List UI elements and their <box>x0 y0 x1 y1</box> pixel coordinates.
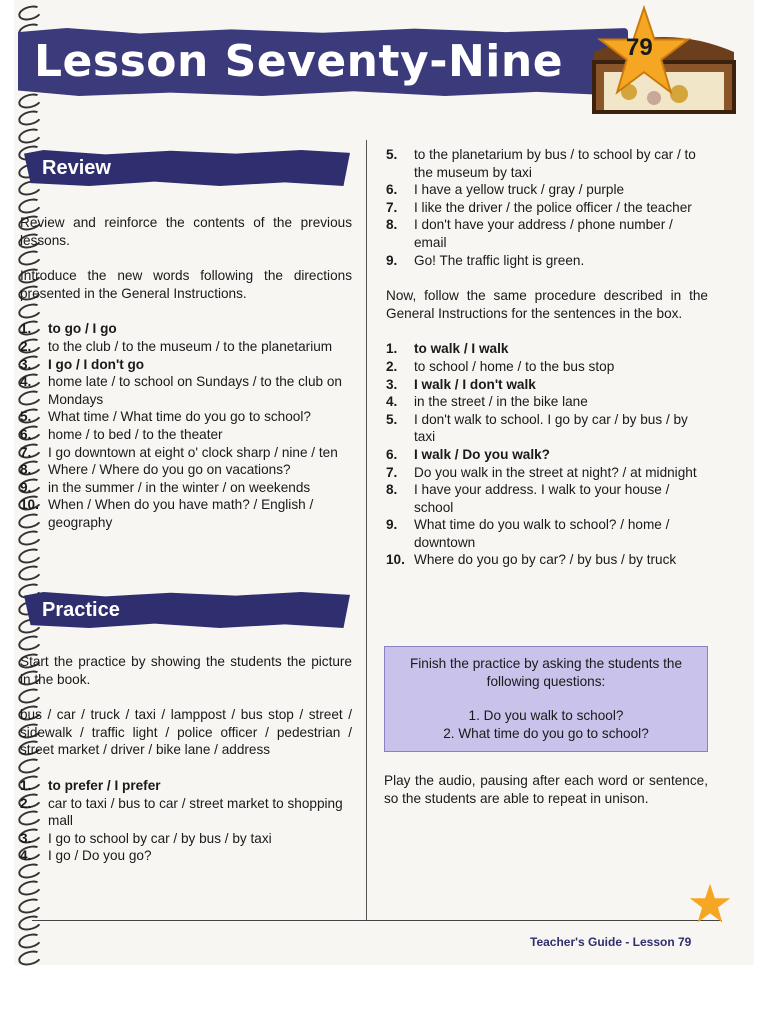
list-item <box>386 340 708 358</box>
questions-intro: Finish the practice by asking the students the following questions: <box>409 656 683 689</box>
item-number: 7. <box>20 444 32 460</box>
spiral-ring <box>17 108 44 128</box>
item-text: home late / to school on Sundays / to the club on Mondays <box>48 374 342 407</box>
lesson-number-badge: 79 <box>626 34 653 61</box>
item-text: What time do you walk to school? / home / downtown <box>414 517 670 550</box>
practice-list <box>20 777 352 865</box>
item-number: 1. <box>20 777 32 793</box>
spiral-ring <box>17 878 44 898</box>
list-item <box>20 479 352 497</box>
list-item <box>20 444 352 462</box>
vocabulary-list: bus / car / truck / taxi / lamppost / bus stop / street / sidewalk / traffic light / police officer / pedestrian / street market / driver / bike lane / address <box>20 707 352 758</box>
list-item <box>20 338 352 356</box>
list-item <box>20 356 352 374</box>
procedure-paragraph: Now, follow the same procedure described in the General Instructions for the sentences in the box. <box>386 288 708 321</box>
list-item <box>386 481 708 516</box>
item-number: 10. <box>20 497 39 513</box>
item-text: I have a yellow truck / gray / purple <box>414 182 625 198</box>
list-item <box>386 146 708 181</box>
item-number: 3. <box>20 830 32 846</box>
audio-section <box>384 772 708 807</box>
review-paragraph-1: Review and reinforce the contents of the previous lessons. <box>20 215 352 248</box>
spiral-ring <box>17 196 44 216</box>
column-divider <box>366 140 367 920</box>
review-section <box>20 214 352 532</box>
item-text: to go / I go <box>48 321 117 337</box>
item-number: 3. <box>386 376 398 392</box>
item-number: 6. <box>20 426 32 442</box>
item-text: I don't walk to school. I go by car / by bus / by taxi <box>414 411 688 445</box>
list-item <box>386 216 708 251</box>
list-item <box>20 777 352 795</box>
page-title: Lesson Seventy-Nine <box>34 36 564 87</box>
item-number: 9. <box>386 517 398 533</box>
practice-paragraph-1: Start the practice by showing the students the picture in the book. <box>20 654 352 687</box>
list-item <box>386 411 708 446</box>
continued-list <box>386 146 708 269</box>
item-text: car to taxi / bus to car / street market to shopping mall <box>48 795 343 829</box>
item-text: I walk / Do you walk? <box>414 446 550 462</box>
list-item <box>386 464 708 482</box>
star-icon <box>686 882 734 926</box>
list-item <box>20 496 352 531</box>
practice-heading: Practice <box>42 599 120 621</box>
spiral-ring <box>17 896 44 916</box>
item-text: in the street / in the bike lane <box>414 394 588 410</box>
item-number: 2. <box>20 338 32 354</box>
list-item <box>20 426 352 444</box>
item-number: 3. <box>20 356 32 372</box>
audio-paragraph: Play the audio, pausing after each word or sentence, so the students are able to repeat in unison. <box>384 773 708 806</box>
item-text: Where do you go by car? / by bus / by truck <box>414 552 677 568</box>
item-number: 9. <box>20 479 32 495</box>
review-heading: Review <box>42 157 111 179</box>
item-text: Do you walk in the street at night? / at midnight <box>414 464 697 480</box>
item-text: Where / Where do you go on vacations? <box>48 462 291 478</box>
item-number: 4. <box>386 394 398 410</box>
item-text: I go / Do you go? <box>48 848 152 864</box>
list-item <box>386 358 708 376</box>
spiral-ring <box>17 913 44 933</box>
item-number: 4. <box>20 374 32 390</box>
spiral-ring <box>17 3 44 23</box>
item-text: to prefer / I prefer <box>48 777 161 793</box>
footer-rule <box>32 920 722 921</box>
right-column <box>386 146 708 569</box>
list-item <box>20 830 352 848</box>
item-text: in the summer / in the winter / on weekends <box>48 479 311 495</box>
item-text: home / to bed / to the theater <box>48 426 223 442</box>
item-text: Go! The traffic light is green. <box>414 252 585 268</box>
questions-box <box>384 646 708 752</box>
footer-text: Teacher's Guide - Lesson 79 <box>530 935 692 949</box>
item-text: I have your address. I walk to your house / school <box>414 482 670 515</box>
item-number: 10. <box>386 552 405 568</box>
item-number: 2. <box>386 358 398 374</box>
question-2: 2. What time do you go to school? <box>443 725 649 741</box>
item-text: to school / home / to the bus stop <box>414 358 615 374</box>
list-item <box>20 373 352 408</box>
spiral-ring <box>17 948 44 968</box>
item-number: 9. <box>386 252 398 268</box>
item-text: I like the driver / the police officer / the teacher <box>414 199 692 215</box>
question-1: 1. Do you walk to school? <box>468 708 624 724</box>
item-text: to the club / to the museum / to the planetarium <box>48 338 333 354</box>
list-item <box>386 446 708 464</box>
item-number: 4. <box>20 848 32 864</box>
item-number: 2. <box>20 795 32 811</box>
spiral-ring <box>17 126 44 146</box>
review-list <box>20 320 352 531</box>
item-text: I go downtown at eight o' clock sharp / nine / ten <box>48 444 338 460</box>
item-number: 7. <box>386 199 398 215</box>
list-item <box>386 551 708 569</box>
list-item <box>386 252 708 270</box>
list-item <box>386 376 708 394</box>
list-item <box>20 847 352 865</box>
list-item <box>20 320 352 338</box>
spiral-ring <box>17 633 44 653</box>
item-text: I walk / I don't walk <box>414 376 536 392</box>
practice-section <box>20 653 352 865</box>
item-number: 6. <box>386 446 398 462</box>
item-text: to the planetarium by bus / to school by car / to the museum by taxi <box>414 147 696 180</box>
item-text: What time / What time do you go to school? <box>48 409 311 425</box>
list-item <box>386 181 708 199</box>
item-number: 1. <box>386 341 398 357</box>
spiral-ring <box>17 563 44 583</box>
item-number: 5. <box>20 409 32 425</box>
list-item <box>386 199 708 217</box>
item-number: 7. <box>386 464 398 480</box>
spiral-ring <box>17 546 44 566</box>
item-number: 8. <box>386 482 398 498</box>
item-number: 6. <box>386 182 398 198</box>
box-sentences-list <box>386 340 708 569</box>
item-text: I don't have your address / phone number / email <box>414 217 673 250</box>
item-text: When / When do you have math? / English / geography <box>48 497 314 530</box>
item-number: 1. <box>20 321 32 337</box>
spiral-ring <box>17 931 44 951</box>
item-number: 5. <box>386 147 398 162</box>
spiral-ring <box>17 91 44 111</box>
item-text: I go / I don't go <box>48 356 145 372</box>
item-number: 8. <box>386 217 398 233</box>
list-item <box>386 393 708 411</box>
list-item <box>20 408 352 426</box>
item-number: 8. <box>20 462 32 478</box>
item-text: to walk / I walk <box>414 341 509 357</box>
review-paragraph-2: Introduce the new words following the directions presented in the General Instructions. <box>20 268 352 301</box>
list-item <box>386 516 708 551</box>
list-item <box>20 461 352 479</box>
item-text: I go to school by car / by bus / by taxi <box>48 830 272 846</box>
list-item <box>20 795 352 830</box>
item-number: 5. <box>386 411 398 427</box>
